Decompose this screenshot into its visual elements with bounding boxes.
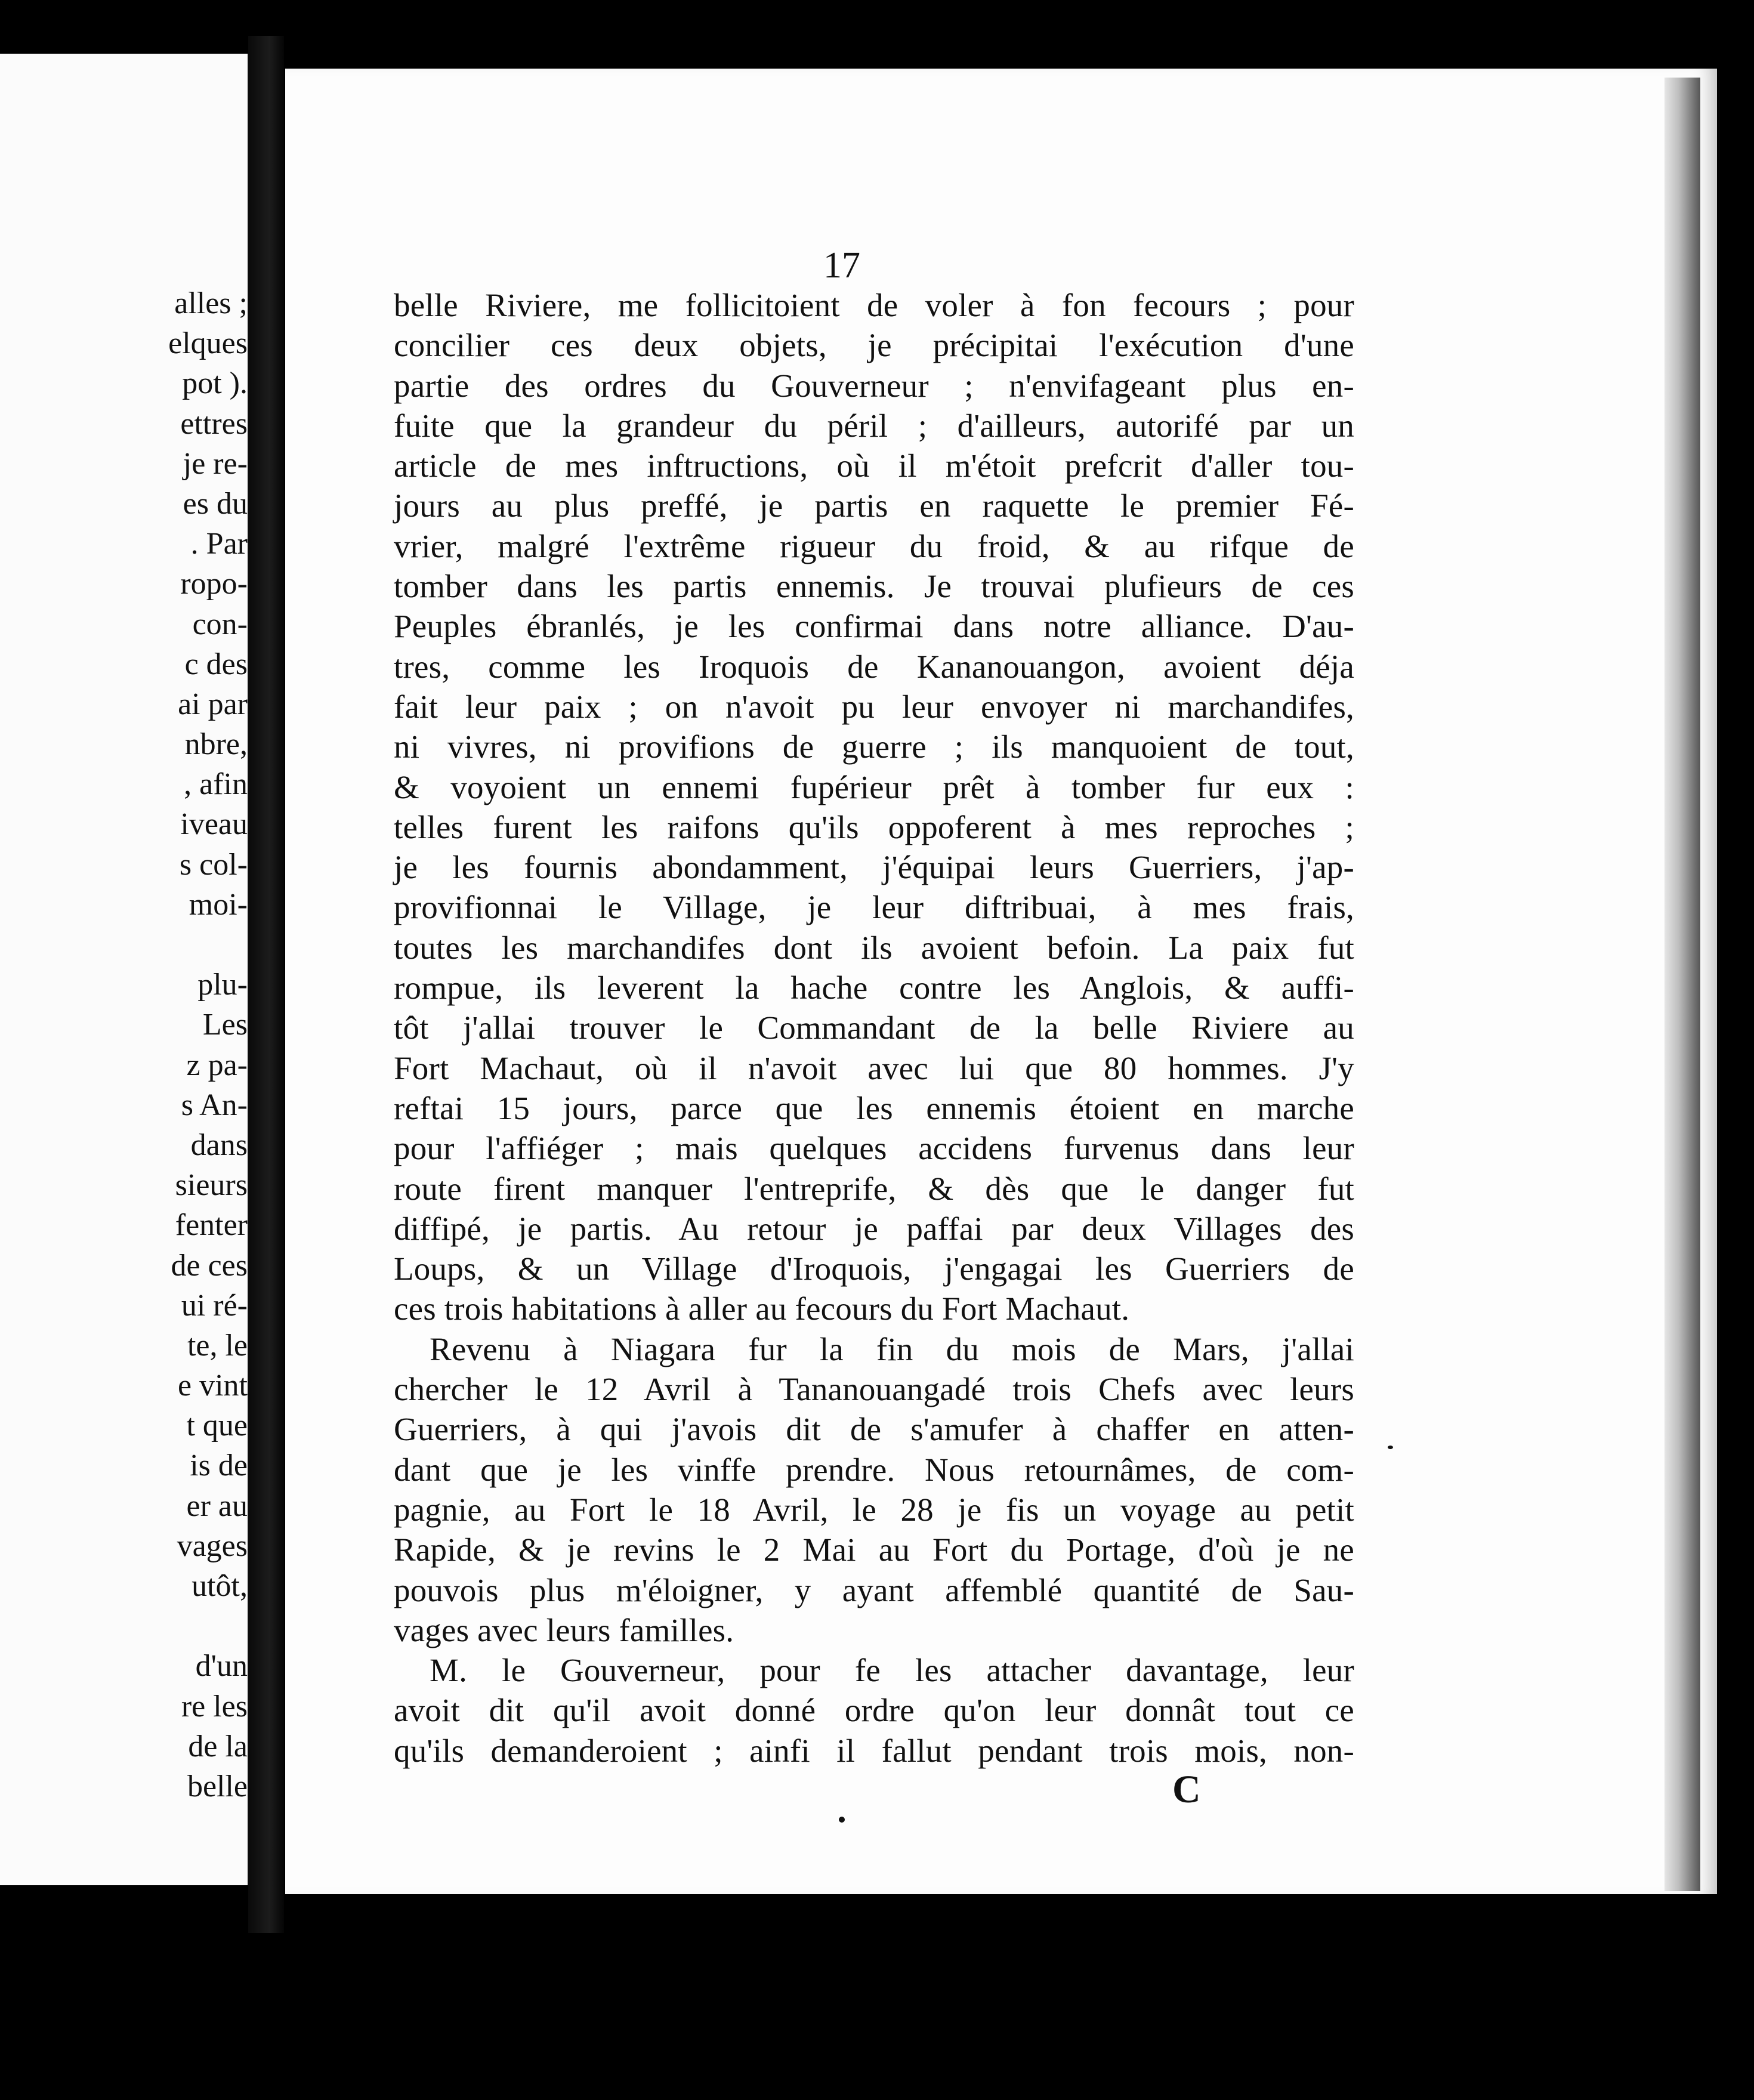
text-line: tres, comme les Iroquois de Kananouangon, avoient déja [394, 648, 1354, 685]
ink-speck [1388, 1446, 1393, 1449]
previous-page-line: . Par [190, 527, 248, 561]
text-line: Fort Machaut, où il n'avoit avec lui que 80 hommes. J'y [394, 1049, 1354, 1086]
previous-page-line: c des [184, 647, 248, 681]
previous-page-line: moi- [189, 887, 248, 922]
text-line: toutes les marchandifes dont ils avoient befoin. La paix fut [394, 929, 1354, 966]
text-line: je les fournis abondamment, j'équipai leurs Guerriers, j'ap- [394, 849, 1354, 886]
previous-page-line: pot ). [182, 366, 248, 401]
previous-page-line: plu- [197, 968, 248, 1002]
previous-page-line: utôt, [192, 1569, 248, 1603]
previous-page-line: ropo- [180, 567, 248, 601]
text-line: rompue, ils leverent la hache contre les Anglois, & auffi- [394, 969, 1354, 1006]
text-line: dant que je les vinffe prendre. Nous retournâmes, de com- [394, 1451, 1354, 1488]
text-line: partie des ordres du Gouverneur ; n'envifageant plus en- [394, 367, 1354, 404]
text-line: fait leur paix ; on n'avoit pu leur envoyer ni marchandifes, [394, 688, 1354, 725]
previous-page-line: vages [177, 1528, 248, 1563]
ink-speck [839, 1817, 845, 1823]
previous-page-line: ui ré- [181, 1288, 248, 1323]
text-line: belle Riviere, me follicitoient de voler à fon fecours ; pour [394, 287, 1354, 323]
text-line: Revenu à Niagara fur la fin du mois de Mars, j'allai [430, 1330, 1354, 1367]
previous-page-line: te, le [187, 1328, 248, 1363]
text-line: route firent manquer l'entreprife, & dès que le danger fut [394, 1170, 1354, 1207]
previous-page-line: iveau [180, 807, 248, 842]
previous-page-line: nbre, [184, 727, 248, 762]
previous-page-line: ai par [178, 687, 248, 721]
previous-page-line: , afin [184, 767, 248, 802]
previous-page-line: de ces [171, 1248, 248, 1283]
text-line: Loups, & un Village d'Iroquois, j'engagai les Guerriers de [394, 1250, 1354, 1287]
text-line: M. le Gouverneur, pour fe les attacher davantage, leur [430, 1652, 1354, 1689]
previous-page-line: es du [183, 486, 248, 521]
text-line: reftai 15 jours, parce que les ennemis étoient en marche [394, 1089, 1354, 1126]
page-number: 17 [823, 245, 860, 286]
text-line: vages avec leurs familles. [394, 1611, 734, 1648]
previous-page-line: z pa- [186, 1048, 248, 1082]
previous-page-line: e vint [178, 1369, 248, 1403]
text-line: tomber dans les partis ennemis. Je trouvai plufieurs de ces [394, 568, 1354, 605]
text-line: pagnie, au Fort le 18 Avril, le 28 je fis un voyage au petit [394, 1491, 1354, 1528]
previous-page-line [3, 1606, 249, 1646]
text-line: & voyoient un ennemi fupérieur prêt à tomber fur eux : [394, 768, 1354, 805]
previous-page-line: re les [181, 1689, 248, 1724]
previous-page-text [3, 283, 248, 1806]
text-line: diffipé, je partis. Au retour je paffai par deux Villages des [394, 1210, 1354, 1247]
previous-page-line: s col- [179, 847, 248, 882]
text-line: vrier, malgré l'extrême rigueur du froid, & au rifque de [394, 527, 1354, 564]
previous-page-line [3, 925, 249, 965]
text-line: telles furent les raifons qu'ils oppoferent à mes reproches ; [394, 808, 1354, 845]
previous-page-line: sieurs [175, 1168, 248, 1203]
previous-page-line: s An- [181, 1088, 248, 1122]
signature-mark: C [1172, 1768, 1201, 1811]
text-line: Peuples ébranlés, je les confirmai dans notre alliance. D'au- [394, 608, 1354, 645]
text-line: avoit dit qu'il avoit donné ordre qu'on leur donnât tout ce [394, 1692, 1354, 1729]
previous-page-line: fenter [175, 1208, 248, 1243]
text-line: article de mes inftructions, où il m'étoit prefcrit d'aller tou- [394, 447, 1354, 484]
text-line: provifionnai le Village, je leur diftribuai, à mes frais, [394, 889, 1354, 926]
text-line: concilier ces deux objets, je précipitai l'exécution d'une [394, 327, 1354, 364]
text-line: qu'ils demanderoient ; ainfi il fallut pendant trois mois, non- [394, 1732, 1354, 1769]
text-line: Rapide, & je revins le 2 Mai au Fort du Portage, d'où je ne [394, 1531, 1354, 1568]
previous-page-line: ettres [180, 406, 248, 441]
text-line: chercher le 12 Avril à Tananouangadé trois Chefs avec leurs [394, 1371, 1354, 1408]
text-line: ni vivres, ni provifions de guerre ; ils manquoient de tout, [394, 728, 1354, 765]
page-edge [1665, 78, 1700, 1891]
previous-page-line: con- [192, 607, 248, 641]
previous-page-line: er au [186, 1488, 248, 1523]
previous-page-line: belle [187, 1769, 248, 1803]
text-line: pouvois plus m'éloigner, y ayant affemblé quantité de Sau- [394, 1571, 1354, 1608]
book-gutter [248, 36, 284, 1933]
previous-page-line: elques [168, 326, 248, 361]
previous-page-line: t que [186, 1409, 248, 1443]
previous-page-line: dans [190, 1128, 248, 1162]
text-line: tôt j'allai trouver le Commandant de la belle Riviere au [394, 1009, 1354, 1046]
page-body-text [394, 285, 1354, 1771]
text-line: pour l'affiéger ; mais quelques accidens furvenus dans leur [394, 1130, 1354, 1167]
previous-page-line: Les [202, 1008, 248, 1042]
previous-page-fragment [0, 54, 249, 1885]
text-line: jours au plus preffé, je partis en raquette le premier Fé- [394, 487, 1354, 524]
text-line: fuite que la grandeur du péril ; d'ailleurs, autorifé par un [394, 407, 1354, 444]
previous-page-line: d'un [195, 1649, 248, 1684]
previous-page-line: de la [188, 1729, 248, 1764]
previous-page-line: je re- [183, 446, 248, 481]
text-line: Guerriers, à qui j'avois dit de s'amufer à chaffer en atten- [394, 1411, 1354, 1448]
previous-page-line: is de [190, 1449, 248, 1483]
text-line: ces trois habitations à aller au fecours du Fort Machaut. [394, 1290, 1130, 1327]
previous-page-line: alles ; [174, 286, 248, 320]
